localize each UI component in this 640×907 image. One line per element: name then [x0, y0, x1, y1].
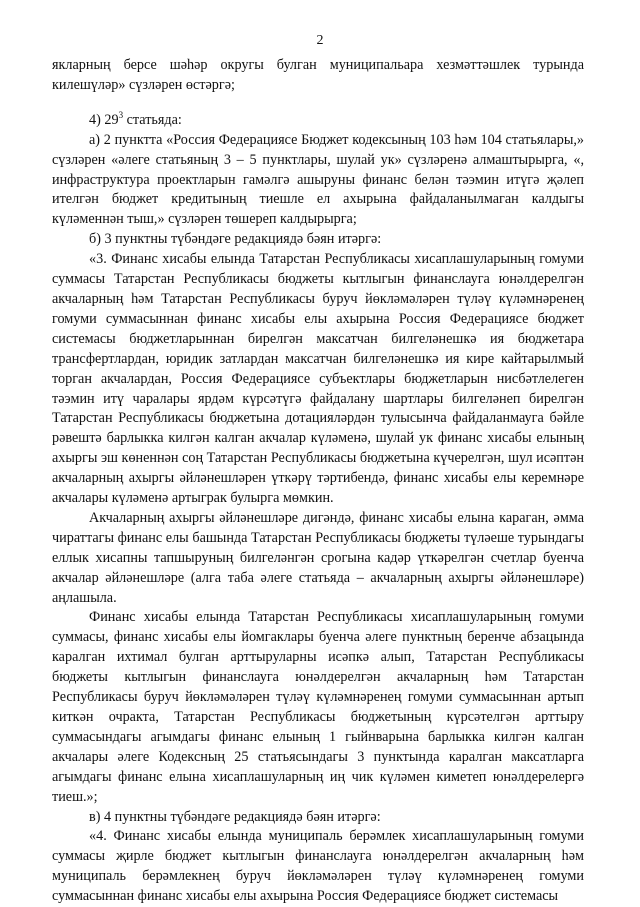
paragraph-article-heading	[52, 111, 584, 131]
paragraph-total-amount: Финанс хисабы елында Татарстан Республикасы хисаплашуларының гомуми суммасы, финанс хисабы елы йомгаклары буенча әлеге пунктның беренче абзацында каралган ихтимал булган арттыруларны исәпкә алып, Татарстан Республикасы бюджеты кытлыгын финанслауга юнәлдерелгән акчаларның һәм Татарстан Республикасы буруч йөкләмәләрен түләү күләмнәренең гомуми суммасыннан артып киткән очракта, Татарстан Республикасы бюджетының күрсәтелгән арттыру суммасындагы агымдагы финанс елының 1 гыйнварына барлыкка килгән калган акчалары әлеге Кодексның 25 статьясындагы 3 пунктында каралган максатларга агымдагы финанс елына хисаплашуларның иң чик күләмен киметеп юнәлдерелергә тиеш.»;	[52, 609, 584, 805]
article-heading-suffix: статьяда:	[123, 111, 182, 128]
document-body	[52, 56, 584, 907]
paragraph-final-turnovers: Акчаларның ахыргы әйләнешләре дигәндә, финанс хисабы елына караган, әмма чираттагы финанс елы башында Татарстан Республикасы бюджеты түләеше турындагы еллык хисапны тапшыруның билгеләнгән срогына кадәр үткәрелгән счетлар буенча акчалар әйләнешләре (алга таба әлеге статьяда – акчаларның ахыргы әйләнешләре) аңлашыла.	[52, 509, 584, 606]
article-heading-text: 4) 29	[89, 111, 119, 128]
paragraph-continuation: якларның берсе шәһәр округы булган муниципальара хезмәттәшлек турында килешүләр» сүзләрен өстәргә;	[52, 57, 584, 93]
paragraph-clause-3: «3. Финанс хисабы елында Татарстан Республикасы хисаплашуларының гомуми суммасы Татарстан Республикасы бюджеты кытлыгын финанслауга юнәлдерелгән акчаларның һәм Татарстан Республикасы буруч йөкләмәләрен түләү күләмнәренең гомуми суммасыннан финанс хисабы елы ахырына Россия Федерациясе бюджет системасы бюджетларыннан бирелгән максатчан билгеләнешкә ия бюджетара трансфертлардан, юридик затлардан максатчан билгеләнешкә ия кире кайтарылмый торган акчалардан, Россия Федерациясе субъектлары бюджетларын нисбәтлелеген тәэмин итү чаралары ярдәм күрсәтүгә файдалану шартлары билгеләнеп бирелгән Татарстан Республикасы бюджетына дотацияләрдән тулысынча файдаланмауга бәйле рәвештә барлыкка килгән калган акчалар күләменә, шулай ук финанс хисабы елының ахыргы эш көненнән соң Татарстан Республикасы бюджетына күчерелгән, шул исәптән акчаларның ахыргы әйләнешләрен үткәрү тәртибендә, финанс хисабы елы керемнәре акчалары күләменә артыграк булырга мөмкин.	[52, 251, 584, 507]
paragraph-item-a: а) 2 пунктта «Россия Федерациясе Бюджет кодексының 103 һәм 104 статьялары,» сүзләрен «әлеге статьяның 3 – 5 пунктлары, шулай ук» сүзләренә алмаштырырга, «, инфраструктура проектларын гамәлгә ашыруны финанс белән тәэмин итүгә җәлеп ителгән бюджет кредитының тиешле ел ахырына файдаланылмаган калдыгы күләменнән тыш,» сүзләрен төшереп калдырырга;	[52, 131, 584, 228]
page-number: 2	[316, 33, 324, 48]
paragraph-clause-4: «4. Финанс хисабы елында муниципаль берәмлек хисаплашуларының гомуми суммасы җирле бюджет кытлыгын финанслауга юнәлдерелгән акчаларның һәм муниципаль берәмлекнең буруч йөкләмәләрен түләү күләмнәренең гомуми суммасыннан финанс хисабы елы ахырына Россия Федерациясе бюджет системасы	[52, 828, 584, 905]
article-heading-superscript: 3	[118, 109, 124, 120]
paragraph-item-v: в) 4 пунктны түбәндәге редакциядә бәян итәргә:	[89, 808, 381, 825]
paragraph-item-b: б) 3 пунктны түбәндәге редакциядә бәян итәргә:	[89, 231, 382, 248]
